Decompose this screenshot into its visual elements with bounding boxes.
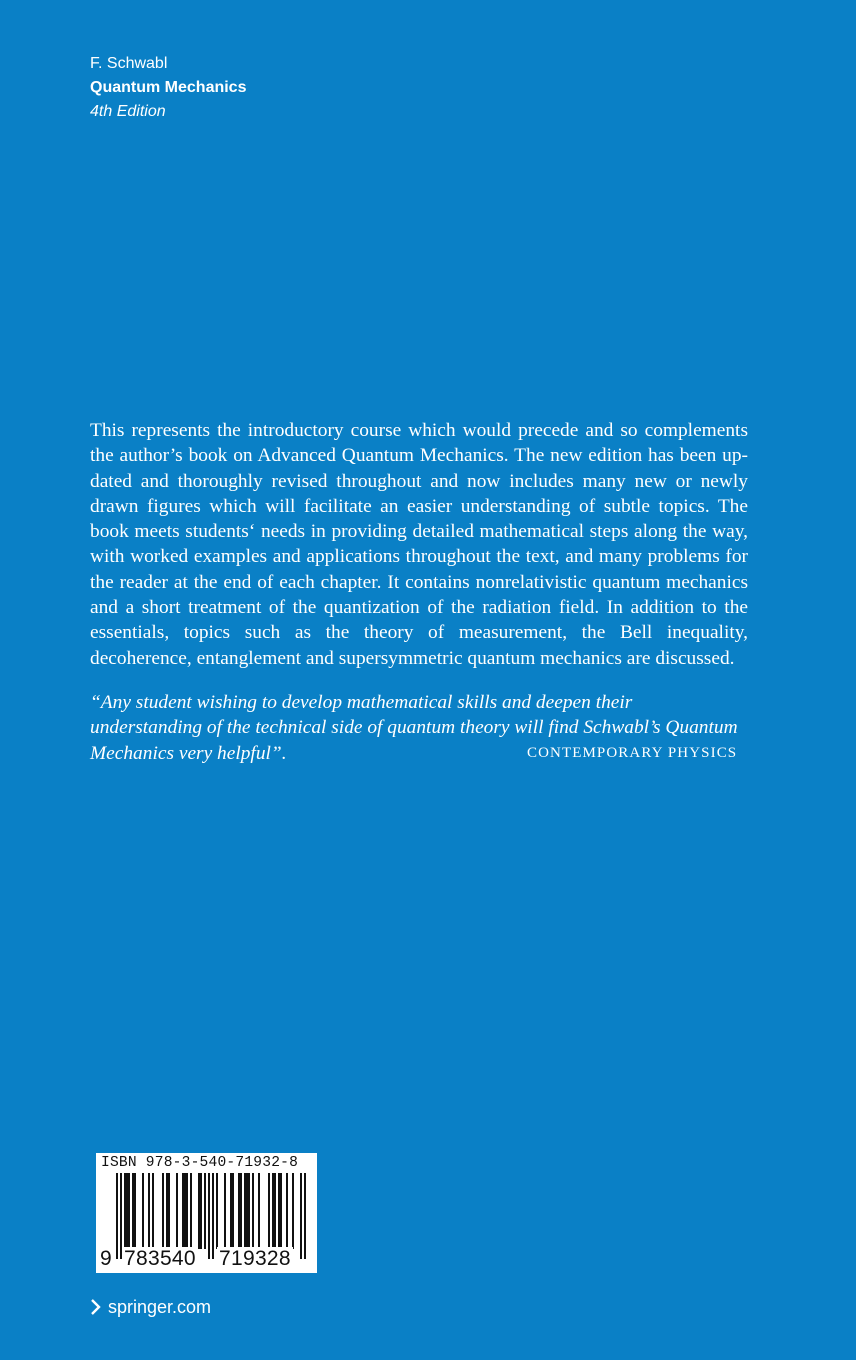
barcode-bar — [184, 1173, 186, 1249]
barcode-bar — [238, 1173, 240, 1249]
barcode-bar — [190, 1173, 192, 1249]
book-title: Quantum Mechanics — [90, 79, 247, 96]
isbn-label: ISBN 978-3-540-71932-8 — [101, 1155, 299, 1171]
barcode-digit-first: 9 — [100, 1247, 112, 1270]
barcode-bar — [248, 1173, 250, 1249]
barcode-bar — [208, 1173, 210, 1259]
barcode-bar — [134, 1173, 136, 1249]
barcode-bar — [182, 1173, 184, 1249]
barcode-bar — [240, 1173, 242, 1249]
barcode-bar — [292, 1173, 294, 1249]
barcode-bar — [252, 1173, 254, 1249]
barcode-bar — [300, 1173, 302, 1259]
barcode-bar — [232, 1173, 234, 1249]
barcode-bar — [216, 1173, 218, 1249]
barcode-bar — [126, 1173, 128, 1249]
barcode-digits-right: 719328 — [219, 1247, 291, 1270]
review-quote: “Any student wishing to develop mathematical skills and deepen their understanding of the technical side of quantum theory will find Schwabl’s Quantum Mechanics very helpful”. — [90, 691, 738, 764]
barcode-bar — [286, 1173, 288, 1249]
barcode-bar — [272, 1173, 274, 1249]
publisher-footer — [90, 1295, 211, 1319]
book-edition: 4th Edition — [90, 103, 166, 120]
review-quote-block — [90, 690, 748, 766]
book-description: This represents the introductory course which would precede and so complements the author’s book on Advanced Quantum Mechanics. The new edition has been up-dated and thoroughly revised throughout and now includes many new or newly drawn figures which will facilitate an easier understanding of subtle topics. The book meets students‘ needs in providing detailed mathematical steps along the way, with worked examples and applications throughout the text, and many problems for the reader at the end of each chapter. It contains nonrelativistic quantum mechanics and a short treatment of the quantization of the radiation field. In addition to the essentials, topics such as the theory of measurement, the Bell inequality, decoherence, entanglement and supersymmetric quantum mechanics are discussed. — [90, 420, 748, 669]
barcode-bar — [152, 1173, 154, 1249]
barcode-bar — [224, 1173, 226, 1249]
chevron-right-icon — [90, 1298, 102, 1316]
barcode-bar — [280, 1173, 282, 1249]
barcode-bar — [166, 1173, 168, 1249]
barcode-digits-left: 783540 — [124, 1247, 196, 1270]
barcode-bar — [168, 1173, 170, 1249]
book-blurb — [90, 418, 748, 766]
barcode-bar — [186, 1173, 188, 1249]
barcode-bar — [124, 1173, 126, 1249]
barcode-bar — [116, 1173, 118, 1259]
barcode-bar — [142, 1173, 144, 1249]
review-source: CONTEMPORARY PHYSICS — [527, 744, 738, 761]
barcode-bar — [204, 1173, 206, 1249]
barcode-bar — [198, 1173, 200, 1249]
barcode-bar — [230, 1173, 232, 1249]
barcode-bar — [304, 1173, 306, 1259]
barcode-bar — [148, 1173, 150, 1249]
barcode-bar — [176, 1173, 178, 1249]
cover-header — [90, 52, 246, 124]
barcode-bar — [200, 1173, 202, 1249]
barcode-bar — [212, 1173, 214, 1259]
barcode-bar — [278, 1173, 280, 1249]
author-name: F. Schwabl — [90, 55, 168, 72]
barcode-bar — [132, 1173, 134, 1249]
barcode-bar — [246, 1173, 248, 1249]
barcode-bar — [258, 1173, 260, 1249]
barcode-bar — [244, 1173, 246, 1249]
barcode-bar — [268, 1173, 270, 1249]
isbn-barcode — [96, 1153, 317, 1273]
publisher-website[interactable]: springer.com — [108, 1297, 212, 1317]
barcode-bar — [274, 1173, 276, 1249]
barcode-bar — [128, 1173, 130, 1249]
barcode-bar — [162, 1173, 164, 1249]
